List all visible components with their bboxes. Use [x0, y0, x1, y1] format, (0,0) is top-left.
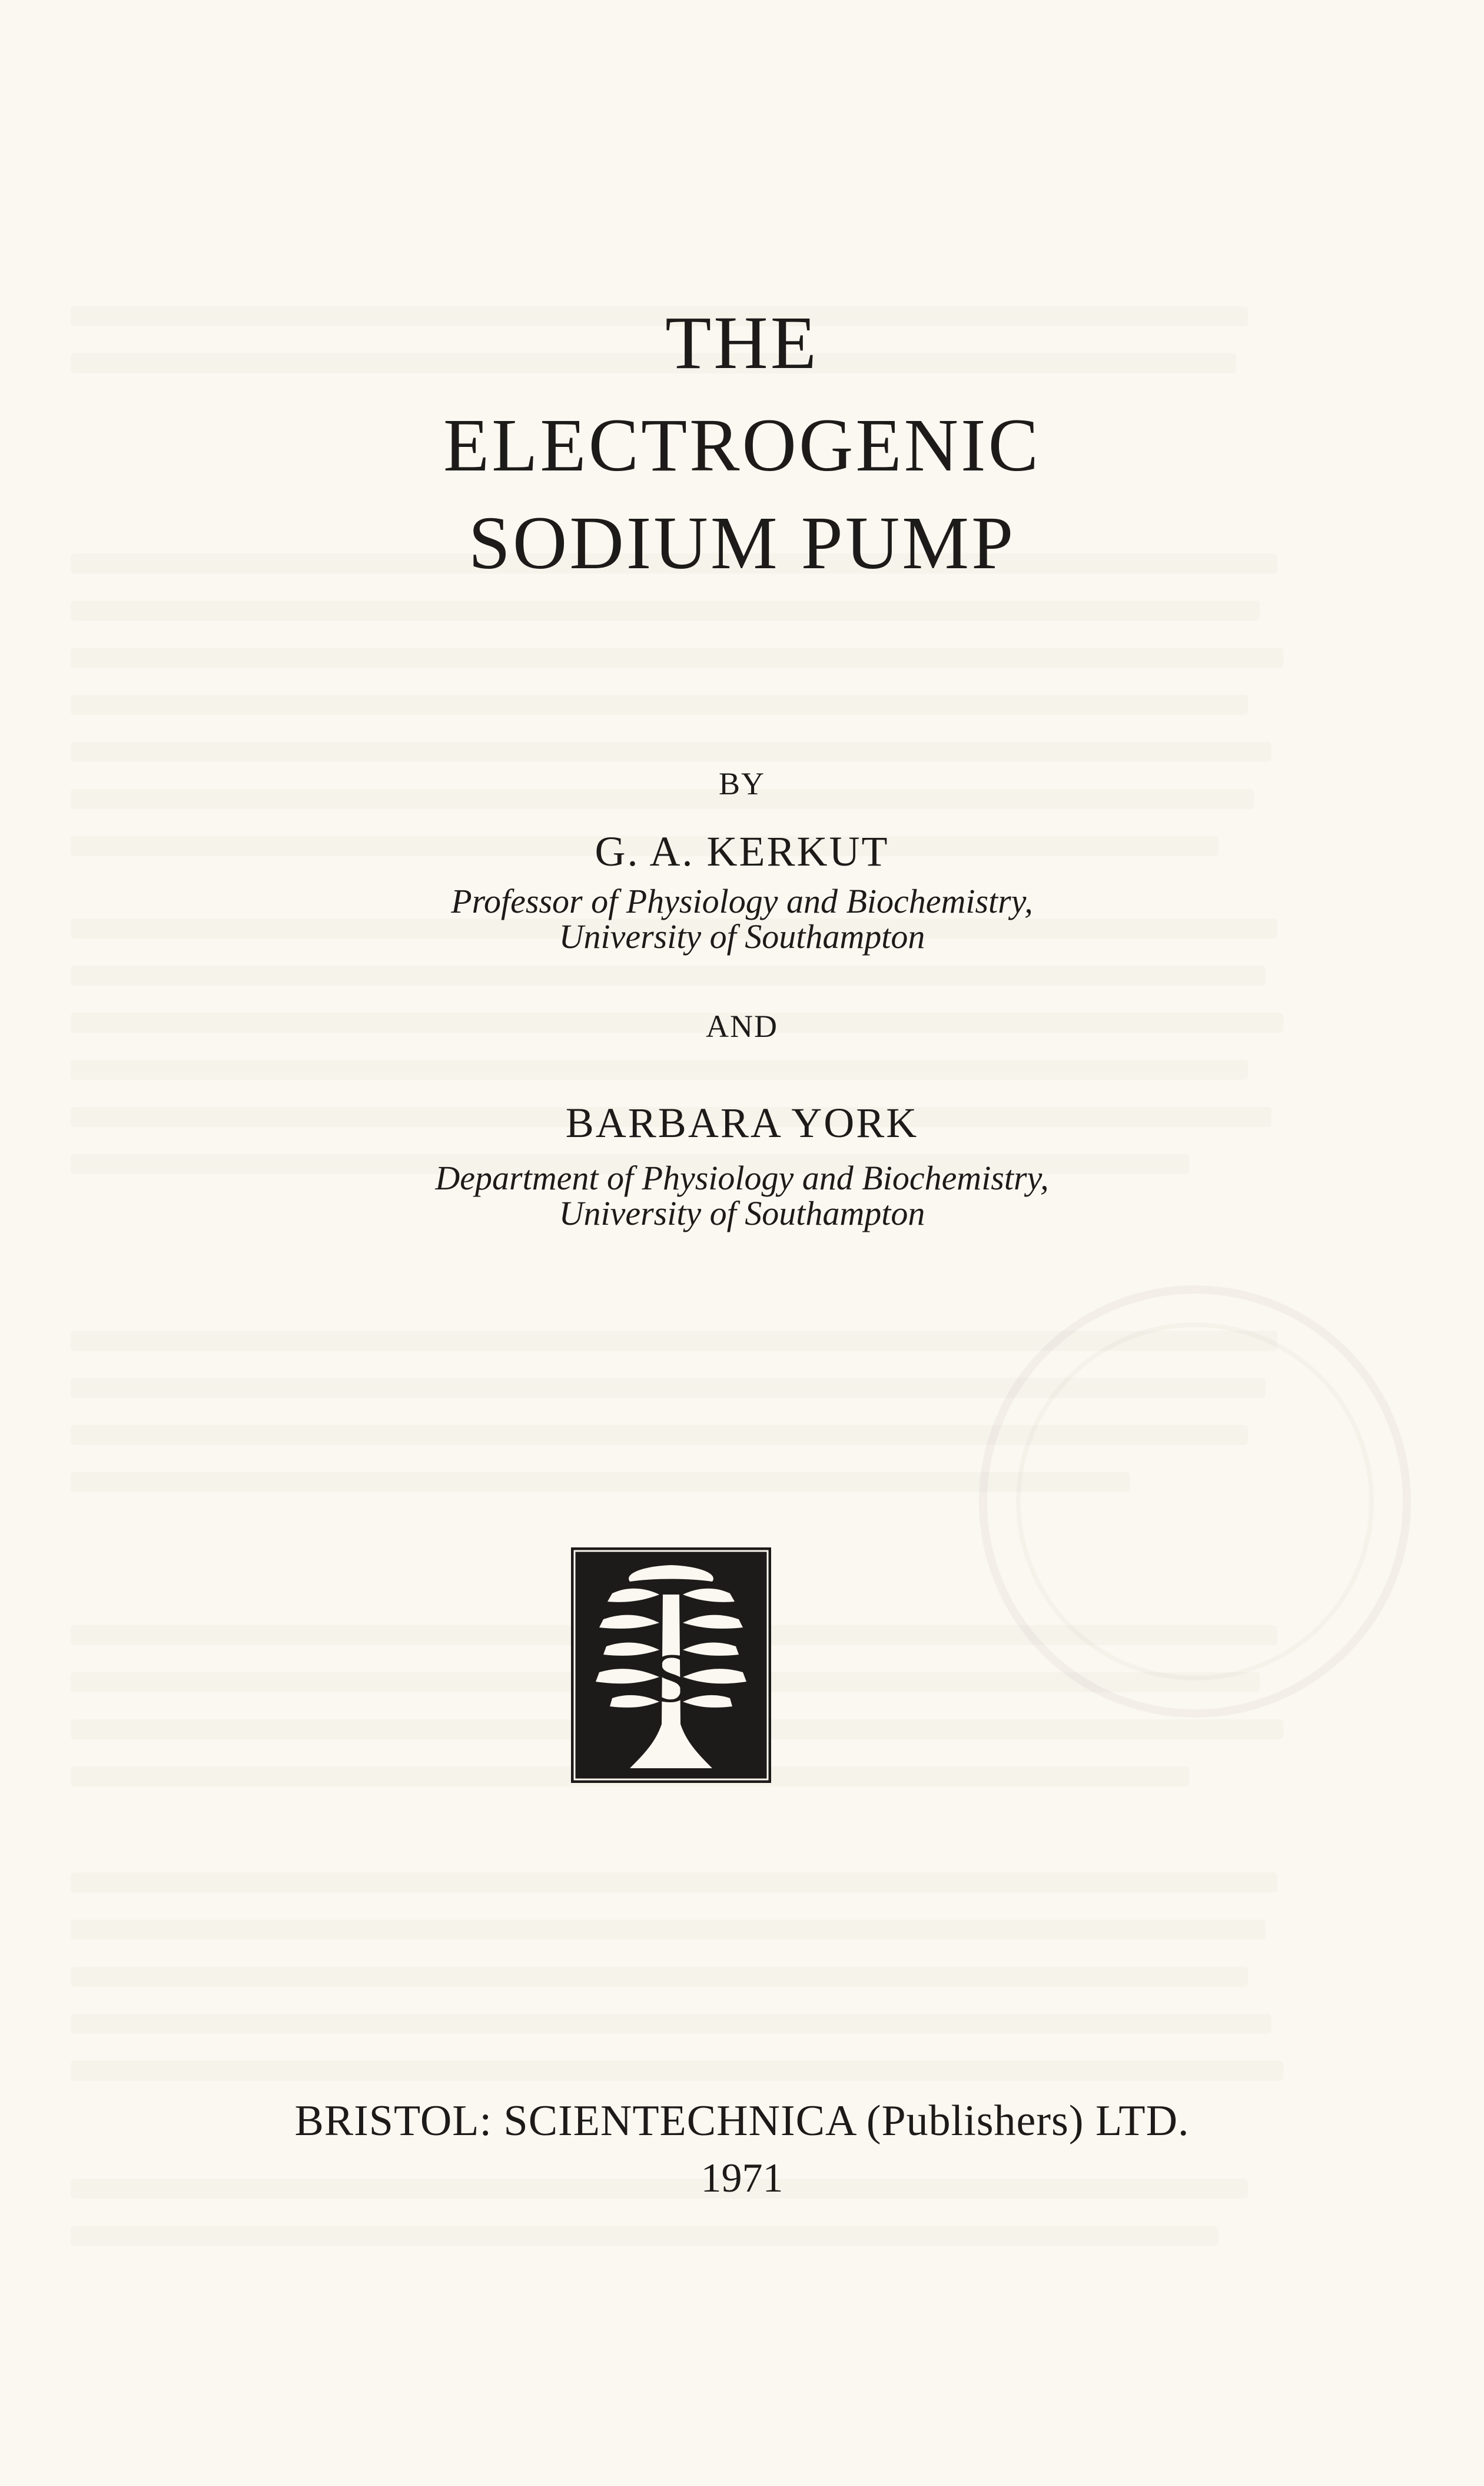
- and-label: AND: [706, 1009, 778, 1044]
- author-1-affiliation-line-2: University of Southampton: [559, 917, 925, 956]
- author-2-affiliation-line-1: Department of Physiology and Biochemistry,: [435, 1159, 1049, 1197]
- logo-letter: S: [651, 1639, 691, 1717]
- by-label: BY: [718, 766, 765, 801]
- author-1-affiliation-line-1: Professor of Physiology and Biochemistry,: [451, 882, 1033, 920]
- publisher-tree-logo: [571, 1547, 771, 1783]
- title-line-2: ELECTROGENIC: [443, 403, 1041, 487]
- title-line-3: SODIUM PUMP: [468, 501, 1016, 585]
- author-2-affiliation-line-2: University of Southampton: [559, 1194, 925, 1232]
- publisher-line: BRISTOL: SCIENTECHNICA (Publishers) LTD.: [294, 2097, 1190, 2145]
- library-stamp-bleed: [930, 1237, 1460, 1766]
- author-2-name: BARBARA YORK: [565, 1099, 919, 1146]
- author-1-name: G. A. KERKUT: [595, 828, 889, 875]
- publication-year: 1971: [700, 2156, 784, 2201]
- title-line-1: THE: [665, 301, 819, 384]
